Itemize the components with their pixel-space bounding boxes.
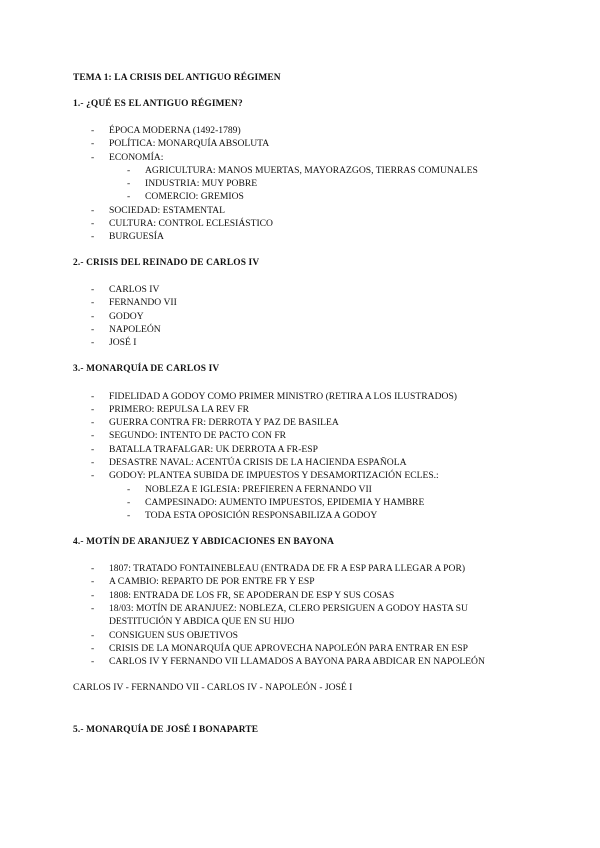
bullet-marker: - [91,125,95,136]
bullet-marker: - [127,165,131,176]
bullet-marker: - [91,563,95,574]
bullet-marker: - [91,643,95,654]
bullet-marker: - [91,457,95,468]
bullet-marker: - [91,337,95,348]
bullet-marker: - [91,576,95,587]
bullet-marker: - [91,324,95,335]
section-1-heading: 1.- ¿QUÉ ES EL ANTIGUO RÉGIMEN? [73,99,243,109]
bullet-marker: - [91,417,95,428]
bullet-marker: - [91,231,95,242]
bullet-marker: - [91,152,95,163]
bullet-marker: - [91,444,95,455]
bullet-marker: - [127,178,131,189]
bullet-marker: - [91,630,95,641]
bullet-marker: - [91,391,95,402]
bullet-marker: - [127,484,131,495]
bullet-marker: - [91,590,95,601]
section-3-heading: 3.- MONARQUÍA DE CARLOS IV [73,364,220,374]
bullet-marker: - [91,205,95,216]
bullet-marker: - [91,603,95,614]
bullet-marker: - [91,470,95,481]
bullet-marker: - [91,138,95,149]
bullet-marker: - [91,297,95,308]
bullet-marker: - [91,656,95,667]
page-title: TEMA 1: LA CRISIS DEL ANTIGUO RÉGIMEN [73,73,281,83]
bullet-marker: - [127,497,131,508]
bullet-marker: - [91,311,95,322]
bullet-marker: - [91,430,95,441]
section-5-heading: 5.- MONARQUÍA DE JOSÉ I BONAPARTE [73,725,259,735]
bullet-marker: - [91,284,95,295]
bullet-marker: - [91,404,95,415]
bullet-marker: - [91,218,95,229]
section-2-heading: 2.- CRISIS DEL REINADO DE CARLOS IV [73,258,260,268]
bullet-marker: - [127,510,131,521]
bullet-marker: - [127,191,131,202]
document-page: TEMA 1: LA CRISIS DEL ANTIGUO RÉGIMEN 1.- ¿QUÉ ES EL ANTIGUO RÉGIMEN? - ÉPOCA MODERNA (1492-1789) - POLÍTICA: MONARQUÍA ABSOLUTA - ECONOMÍA: - AGRICULTURA: MANOS MUERTAS, MAYORAZGOS, TIERRAS COMUNALES - INDUSTRIA: MUY POBRE - COMERCIO: GREMIOS - SOCIEDAD: ESTAMENTAL - CULTURA: CONTROL ECLESIÁSTICO - BURGUESÍA 2.- CRISIS DEL REINADO DE CARLOS IV - CARLOS IV - FERNANDO VII - GODOY - NAPOLEÓN - JOSÉ I 3.- MONARQUÍA DE CARLOS IV - FIDELIDAD A GODOY COMO PRIMER MINISTRO (RETIRA A LOS ILUSTRADOS) - PRIMERO: REPULSA LA REV FR - GUERRA CONTRA FR: DERROTA Y PAZ DE BASILEA - SEGUNDO: INTENTO DE PACTO CON FR - BATALLA TRAFALGAR: UK DERROTA A FR-ESP - DESASTRE NAVAL: ACENTÚA CRISIS DE LA HACIENDA ESPAÑOLA - GODOY: PLANTEA SUBIDA DE IMPUESTOS Y DESAMORTIZACIÓN ECLES.: - NOBLEZA E IGLESIA: PREFIEREN A FERNANDO VII - CAMPESINADO: AUMENTO IMPUESTOS, EPIDEMIA Y HAMBRE - TODA ESTA OPOSICIÓN RESPONSABILIZA A GODOY 4.- MOTÍN DE ARANJUEZ Y ABDICACIONES EN BAYONA - 1807: TRATADO FONTAINEBLEAU (ENTRADA DE FR A ESP PARA LLEGAR A POR) - A CAMBIO: REPARTO DE POR ENTRE FR Y ESP - 1808: ENTRADA DE LOS FR, SE APODERAN DE ESP Y SUS COSAS - 18/03: MOTÍN DE ARANJUEZ: NOBLEZA, CLERO PERSIGUEN A GODOY HASTA SU DESTITUCIÓN Y ABDICA QUE EN SU HIJO - CONSIGUEN SUS OBJETIVOS - CRISIS DE LA MONARQUÍA QUE APROVECHA NAPOLEÓN PARA ENTRAR EN ESP - CARLOS IV Y FERNANDO VII LLAMADOS A BAYONA PARA ABDICAR EN NAPOLEÓN CARLOS IV - FERNANDO VII - CARLOS IV - NAPOLEÓN - JOSÉ I 5.- MONARQUÍA DE JOSÉ I BONAPARTE [73,73,485,735]
section-4-heading: 4.- MOTÍN DE ARANJUEZ Y ABDICACIONES EN BAYONA [73,537,335,547]
